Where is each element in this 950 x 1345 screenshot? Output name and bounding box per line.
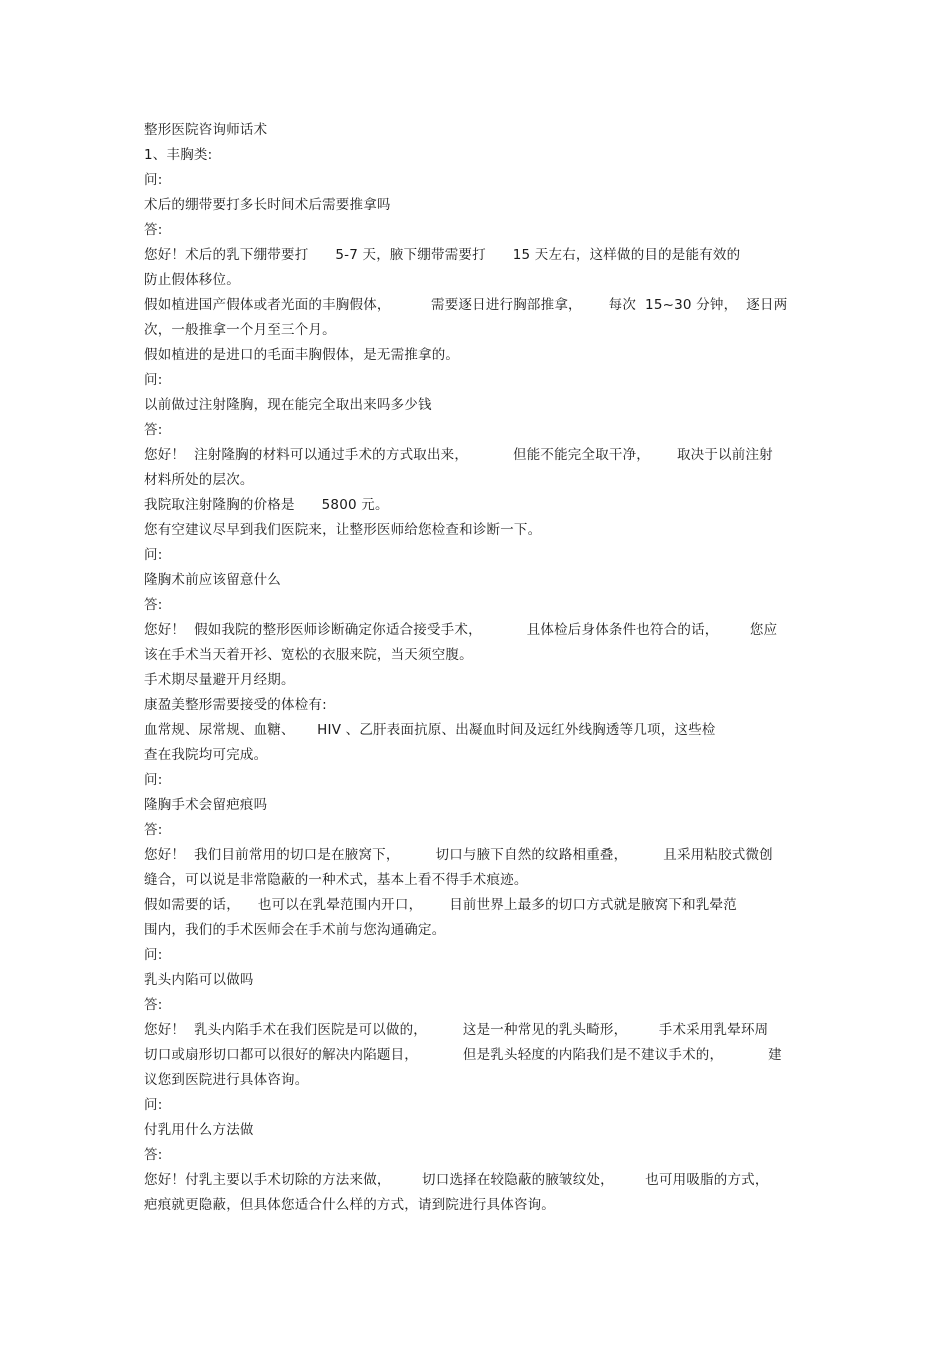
answer-text: 假如植进国产假体或者光面的丰胸假体， 需要逐日进行胸部推拿， 每次 15~30 分钟， 逐日两 [144,297,788,313]
answer-text: 手术期尽量避开月经期。 [144,672,295,688]
answer-text: 疤痕就更隐蔽，但具体您适合什么样的方式，请到院进行具体咨询。 [144,1197,555,1213]
document-body [144,118,814,1218]
answer-text: 您有空建议尽早到我们医院来，让整形医师给您检查和诊断一下。 [144,522,542,538]
answer-text: 次，一般推拿一个月至三个月。 [144,322,336,338]
answer-text: 围内，我们的手术医师会在手术前与您沟通确定。 [144,922,446,938]
section-heading: 1、丰胸类: [144,147,213,163]
answer-text: 切口或扇形切口都可以很好的解决内陷题目， 但是乳头轻度的内陷我们是不建议手术的， 建 [144,1047,782,1063]
question-text: 隆胸术前应该留意什么 [144,572,281,588]
question-marker: 问: [144,372,163,388]
document-title: 整形医院咨询师话术 [144,122,268,138]
question-text: 隆胸手术会留疤痕吗 [144,797,268,813]
question-marker: 问: [144,547,163,563]
answer-text: 您好！术后的乳下绷带要打 5-7 天，腋下绷带需要打 15 天左右，这样做的目的是能有效的 [144,247,741,263]
question-marker: 问: [144,772,163,788]
answer-text: 康盈美整形需要接受的体检有: [144,697,327,713]
answer-text: 议您到医院进行具体咨询。 [144,1072,309,1088]
question-marker: 问: [144,1097,163,1113]
question-marker: 问: [144,172,163,188]
answer-text: 该在手术当天着开衫、宽松的衣服来院，当天须空腹。 [144,647,473,663]
answer-marker: 答: [144,997,163,1013]
answer-marker: 答: [144,1147,163,1163]
answer-text: 您好！ 乳头内陷手术在我们医院是可以做的， 这是一种常见的乳头畸形， 手术采用乳晕环周 [144,1022,769,1038]
answer-text: 您好！ 注射隆胸的材料可以通过手术的方式取出来， 但能不能完全取干净， 取决于以前注射 [144,447,773,463]
question-marker: 问: [144,947,163,963]
question-text: 术后的绷带要打多长时间术后需要推拿吗 [144,197,391,213]
answer-marker: 答: [144,222,163,238]
answer-text: 血常规、尿常规、血糖、 HIV 、乙肝表面抗原、出凝血时间及远红外线胸透等几项，这些检 [144,722,716,738]
answer-text: 缝合，可以说是非常隐蔽的一种术式，基本上看不得手术痕迹。 [144,872,528,888]
answer-text: 我院取注射隆胸的价格是 5800 元。 [144,497,389,513]
answer-text: 防止假体移位。 [144,272,240,288]
question-text: 乳头内陷可以做吗 [144,972,254,988]
answer-text: 您好！ 假如我院的整形医师诊断确定你适合接受手术， 且体检后身体条件也符合的话， 您应 [144,622,778,638]
answer-text: 您好！付乳主要以手术切除的方法来做， 切口选择在较隐蔽的腋皱纹处， 也可用吸脂的方式， [144,1172,769,1188]
answer-text: 查在我院均可完成。 [144,747,268,763]
answer-text: 假如需要的话， 也可以在乳晕范围内开口， 目前世界上最多的切口方式就是腋窝下和乳晕范 [144,897,737,913]
answer-text: 材料所处的层次。 [144,472,254,488]
answer-marker: 答: [144,422,163,438]
answer-text: 您好！ 我们目前常用的切口是在腋窝下， 切口与腋下自然的纹路相重叠， 且采用粘胶式微创 [144,847,773,863]
question-text: 付乳用什么方法做 [144,1122,254,1138]
answer-marker: 答: [144,597,163,613]
answer-text: 假如植进的是进口的毛面丰胸假体，是无需推拿的。 [144,347,460,363]
question-text: 以前做过注射隆胸，现在能完全取出来吗多少钱 [144,397,432,413]
answer-marker: 答: [144,822,163,838]
